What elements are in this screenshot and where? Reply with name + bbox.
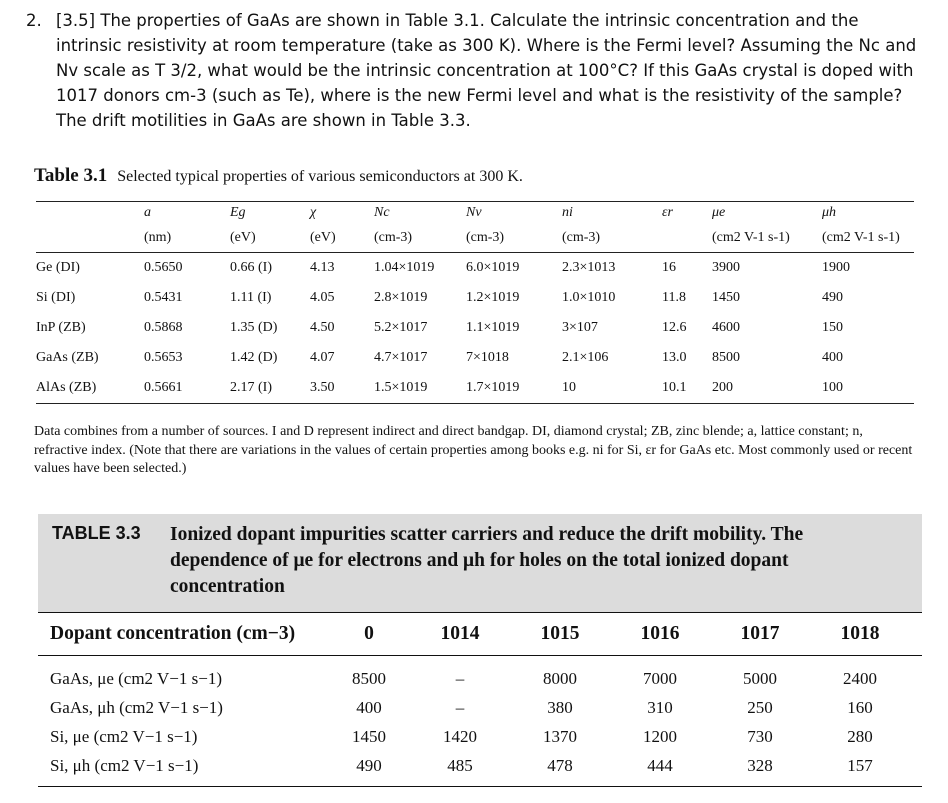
- table31-value-cell: 2.8×1019: [374, 290, 428, 305]
- table31-caption: [34, 165, 523, 187]
- table31-row: [36, 253, 914, 283]
- table33-header-label: Dopant concentration (cm−3): [50, 623, 296, 644]
- table31-unit-cell: (cm-3): [466, 230, 505, 245]
- table33-value-cell: 250: [747, 697, 773, 717]
- table31-value-cell: 5.2×1017: [374, 320, 428, 335]
- problem-number: 2.: [26, 11, 42, 30]
- table31-value-cell: 2.3×1013: [562, 260, 616, 275]
- table33-row-label: GaAs, μe (cm2 V−1 s−1): [50, 668, 222, 688]
- table33-title: Ionized dopant impurities scatter carriers and reduce the drift mobility. The dependence of μe for electrons and μh for holes on the total ionized dopant concentration: [170, 524, 804, 597]
- table31-value-cell: 0.5650: [144, 260, 183, 275]
- table31-header-cell: Nc: [374, 205, 390, 220]
- table31-value-cell: 1.0×1010: [562, 290, 616, 305]
- problem-text: [3.5] The properties of GaAs are shown in Table 3.1. Calculate the intrinsic concentration and the intrinsic resistivity at room temperature (take as 300 K). Where is the Fermi level? Assuming the Nc and Nv scale as T 3/2, what would be the intrinsic concentration at 100°C? If this GaAs crystal is doped with 1017 donors cm-3 (such as Te), where is the new Fermi level and what is the resistivity of the sample? The drift motilities in GaAs are shown in Table 3.3.: [56, 11, 917, 130]
- table31-value-cell: 2.17 (I): [230, 380, 272, 395]
- table31-value-cell: 1.35 (D): [230, 320, 278, 335]
- table33-bottom-rule: [38, 786, 922, 787]
- table33-body: [38, 656, 922, 780]
- table33-value-cell: 8000: [543, 668, 577, 688]
- table31-label: Table 3.1: [34, 165, 108, 186]
- table31-value-cell: 3×107: [562, 320, 598, 335]
- table31-value-cell: 4.13: [310, 260, 335, 275]
- table33-column-header: 1016: [640, 623, 680, 644]
- table33-title-band: [38, 514, 922, 612]
- table31-value-cell: 11.8: [662, 290, 686, 305]
- table31-header-cell: Eg: [230, 205, 246, 220]
- table31-header-cell: Nv: [466, 205, 482, 220]
- table31-value-cell: 4.7×1017: [374, 350, 428, 365]
- table31-value-cell: 4600: [712, 320, 740, 335]
- table33-value-cell: 478: [547, 755, 573, 775]
- table31-value-cell: 1.11 (I): [230, 290, 272, 305]
- table33-label: TABLE 3.3: [52, 523, 141, 543]
- table31-value-cell: 0.5661: [144, 380, 183, 395]
- table33-value-cell: 1450: [352, 726, 386, 746]
- table31-unit-cell: (eV): [310, 230, 336, 245]
- table31-value-cell: 0.5653: [144, 350, 183, 365]
- table33-row: [38, 751, 922, 780]
- table33-row: [38, 722, 922, 751]
- table33-value-cell: 8500: [352, 668, 386, 688]
- table31-unit-cell: (eV): [230, 230, 256, 245]
- table31-row: [36, 283, 914, 313]
- table31-header-cell: ni: [562, 205, 573, 220]
- table33-value-cell: 310: [647, 697, 673, 717]
- table31-row: [36, 313, 914, 343]
- table31-value-cell: 2.1×106: [562, 350, 609, 365]
- table33-header-row: [38, 613, 922, 655]
- table31-value-cell: 8500: [712, 350, 740, 365]
- table31-value-cell: 1.2×1019: [466, 290, 520, 305]
- table33-value-cell: 400: [356, 697, 382, 717]
- table33-column-header: 0: [364, 623, 374, 644]
- table31-row: [36, 373, 914, 403]
- table31-material-cell: AlAs (ZB): [36, 380, 97, 395]
- table33-value-cell: 157: [847, 755, 873, 775]
- table31-header-cell: εr: [662, 205, 673, 220]
- table33-column-header: 1017: [740, 623, 780, 644]
- table31-value-cell: 1900: [822, 260, 850, 275]
- table31-row: [36, 343, 914, 373]
- problem-statement: [26, 8, 926, 133]
- table31-value-cell: 100: [822, 380, 843, 395]
- table31-value-cell: 0.5431: [144, 290, 183, 305]
- table31-material-cell: Ge (DI): [36, 260, 80, 275]
- table31-unit-cell: (cm-3): [562, 230, 601, 245]
- table31-header-cell: χ: [310, 205, 317, 220]
- table31-header-cell: a: [144, 205, 151, 220]
- table31-unit-cell: (cm2 V-1 s-1): [822, 230, 900, 245]
- table31-value-cell: 150: [822, 320, 843, 335]
- table31-value-cell: 1.04×1019: [374, 260, 435, 275]
- table33-column-header: 1014: [440, 623, 480, 644]
- table33-column-header: 1018: [840, 623, 880, 644]
- table33-value-cell: 485: [447, 755, 473, 775]
- table33-row-label: GaAs, μh (cm2 V−1 s−1): [50, 697, 223, 717]
- table31-value-cell: 1.1×1019: [466, 320, 520, 335]
- table33: [38, 514, 922, 790]
- table33-value-cell: 1420: [443, 726, 477, 746]
- table31-value-cell: 200: [712, 380, 733, 395]
- table31-unit-cell: (cm-3): [374, 230, 413, 245]
- table33-value-cell: –: [455, 697, 465, 717]
- table31-value-cell: 1.5×1019: [374, 380, 428, 395]
- table33-value-cell: –: [455, 668, 465, 688]
- table31-value-cell: 13.0: [662, 350, 687, 365]
- table31-value-cell: 16: [662, 260, 676, 275]
- table33-value-cell: 7000: [643, 668, 677, 688]
- table31-value-cell: 10.1: [662, 380, 687, 395]
- table33-row-label: Si, μe (cm2 V−1 s−1): [50, 726, 198, 746]
- table33-value-cell: 2400: [843, 668, 877, 688]
- table31-value-cell: 0.5868: [144, 320, 183, 335]
- table33-value-cell: 1200: [643, 726, 677, 746]
- table31-header-row: [36, 202, 914, 224]
- table33-value-cell: 490: [356, 755, 382, 775]
- table31-value-cell: 10: [562, 380, 576, 395]
- table33-value-cell: 160: [847, 697, 873, 717]
- table31-material-cell: InP (ZB): [36, 320, 86, 335]
- table33-value-cell: 444: [647, 755, 673, 775]
- table31-material-cell: GaAs (ZB): [36, 350, 99, 365]
- table31-bottom-rule: [36, 403, 914, 404]
- table31-value-cell: 3.50: [310, 380, 335, 395]
- table31-unit-cell: (cm2 V-1 s-1): [712, 230, 790, 245]
- table31-material-cell: Si (DI): [36, 290, 76, 305]
- table33-row-label: Si, μh (cm2 V−1 s−1): [50, 755, 199, 775]
- table33-value-cell: 730: [747, 726, 773, 746]
- table31-value-cell: 1.42 (D): [230, 350, 278, 365]
- table31-unit-cell: (nm): [144, 230, 172, 245]
- table33-value-cell: 280: [847, 726, 873, 746]
- table31-value-cell: 1450: [712, 290, 740, 305]
- table31-value-cell: 6.0×1019: [466, 260, 520, 275]
- table31-value-cell: 7×1018: [466, 350, 509, 365]
- table31-value-cell: 12.6: [662, 320, 687, 335]
- table31-value-cell: 490: [822, 290, 843, 305]
- table31-caption-text: Selected typical properties of various semiconductors at 300 K.: [117, 168, 523, 185]
- table31-header-cell: μh: [822, 205, 837, 220]
- table31-value-cell: 4.05: [310, 290, 335, 305]
- table31-value-cell: 4.07: [310, 350, 335, 365]
- table31-value-cell: 0.66 (I): [230, 260, 272, 275]
- table31-value-cell: 1.7×1019: [466, 380, 520, 395]
- table33-value-cell: 5000: [743, 668, 777, 688]
- table31-header-cell: μe: [712, 205, 726, 220]
- table31-units-row: [36, 224, 914, 252]
- table33-value-cell: 328: [747, 755, 773, 775]
- table31-body: [36, 253, 914, 403]
- table31-value-cell: 400: [822, 350, 843, 365]
- table33-value-cell: 380: [547, 697, 573, 717]
- table31: [36, 201, 914, 404]
- table31-value-cell: 3900: [712, 260, 740, 275]
- table33-value-cell: 1370: [543, 726, 577, 746]
- table31-note: Data combines from a number of sources. I and D represent indirect and direct bandgap. DI, diamond crystal; ZB, zinc blende; a, lattice constant; n, refractive index. (Note that there are variations in the values of certain properties among books e.g. ni for Si, εr for GaAs etc. Most commonly used or recent values have been selected.): [34, 424, 913, 476]
- table33-column-header: 1015: [540, 623, 580, 644]
- table31-value-cell: 4.50: [310, 320, 335, 335]
- table33-row: [38, 693, 922, 722]
- table33-row: [38, 664, 922, 693]
